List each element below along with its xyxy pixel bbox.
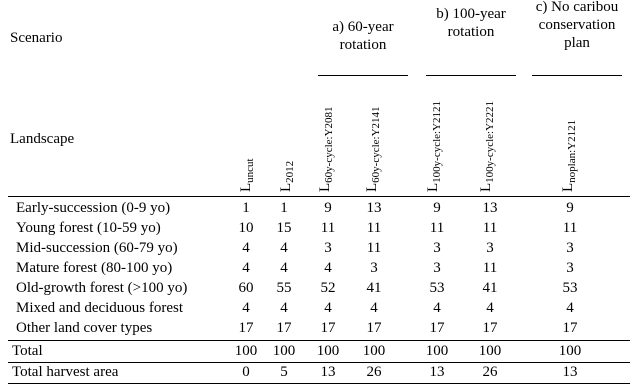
row-label: Early-succession (0-9 yo) [16,200,171,216]
table-cell: 3 [433,240,441,256]
table-cell: 0 [242,364,250,380]
group-title-60-year: a) 60-year rotation [332,19,394,53]
table-cell: 3 [433,260,441,276]
table-cell: 3 [566,240,574,256]
table-cell: 4 [242,240,250,256]
table-cell: 9 [566,200,574,216]
group-title-no-plan: c) No caribou conservation plan [535,0,619,51]
table-cell: 3 [370,260,378,276]
table-cell: 11 [429,220,445,236]
table-cell: 13 [429,364,445,380]
table-cell: 11 [366,220,382,236]
table-cell: 13 [562,364,578,380]
table-cell: 60 [238,280,254,296]
column-header-l-60y-2081: $L_{60y-cycle:Y2081}$ [317,106,335,192]
row-label: Mixed and deciduous forest [16,300,184,316]
column-header-l-60y-2141: $L_{60y-cycle:Y2141}$ [364,106,382,192]
table-cell: 9 [433,200,441,216]
table-cell: 4 [242,300,250,316]
table-cell: 3 [486,240,494,256]
table-cell: 11 [320,220,336,236]
table-cell: 1 [280,200,288,216]
table-cell: 17 [482,320,498,336]
table-cell: 17 [366,320,382,336]
column-header-l-100y-2221: $L_{100y-cycle:Y2221}$ [478,100,496,192]
bottom-rule [8,383,630,384]
row-label: Young forest (10-59 yo) [16,220,161,236]
column-header-l-100y-2121: $L_{100y-cycle:Y2121}$ [425,100,443,192]
table-cell: 11 [562,220,578,236]
table-cell: 17 [238,320,254,336]
column-header-l-2012: $L_{2012}$ [278,160,296,192]
table-cell: 4 [324,260,332,276]
group-rule-no-plan [532,75,622,76]
table-cell: 13 [482,200,498,216]
table-cell: 100 [558,343,582,359]
table-cell: 17 [429,320,445,336]
row-label: Mid-succession (60-79 yo) [16,240,178,256]
group-rule-100-year [426,75,516,76]
table-cell: 4 [280,300,288,316]
table-cell: 52 [320,280,336,296]
table-cell: 3 [566,260,574,276]
table-cell: 9 [324,200,332,216]
table-cell: 26 [366,364,382,380]
table-cell: 4 [433,300,441,316]
table-cell: 4 [370,300,378,316]
table-cell: 100 [478,343,502,359]
table-cell: 17 [320,320,336,336]
table-cell: 41 [482,280,498,296]
table-cell: 4 [280,240,288,256]
table-cell: 17 [276,320,292,336]
table-cell: 4 [566,300,574,316]
table-cell: 26 [482,364,498,380]
table-cell: 55 [276,280,292,296]
table-cell: 4 [486,300,494,316]
landscape-header: Landscape [10,131,75,147]
table-cell: 53 [429,280,445,296]
table-cell: 100 [234,343,258,359]
scenario-header: Scenario [10,30,63,46]
column-header-l-noplan-2121: $L_{noplan:Y2121}$ [560,119,578,192]
row-label: Total harvest area [12,364,119,380]
table-cell: 4 [324,300,332,316]
total-rule [8,340,630,341]
table-cell: 4 [280,260,288,276]
row-label: Old-growth forest (>100 yo) [16,280,188,296]
table-cell: 100 [362,343,386,359]
table-cell: 15 [276,220,292,236]
table-cell: 100 [425,343,449,359]
table-cell: 41 [366,280,382,296]
row-label: Other land cover types [16,320,153,336]
column-header-l-uncut: $L_{uncut}$ [238,158,256,192]
table-cell: 11 [482,220,498,236]
table-cell: 100 [272,343,296,359]
group-rule-60-year [318,75,408,76]
table-cell: 53 [562,280,578,296]
table-cell: 4 [242,260,250,276]
table-cell: 5 [280,364,288,380]
row-label: Mature forest (80-100 yo) [16,260,173,276]
table-cell: 11 [482,260,498,276]
table-cell: 100 [316,343,340,359]
table-cell: 17 [562,320,578,336]
table-cell: 3 [324,240,332,256]
table-cell: 1 [242,200,250,216]
group-title-100-year: b) 100-year rotation [436,6,506,40]
table-cell: 13 [320,364,336,380]
row-label: Total [12,343,43,359]
table-cell: 13 [366,200,382,216]
table-cell: 10 [238,220,254,236]
header-rule [8,196,630,197]
table-cell: 11 [366,240,382,256]
